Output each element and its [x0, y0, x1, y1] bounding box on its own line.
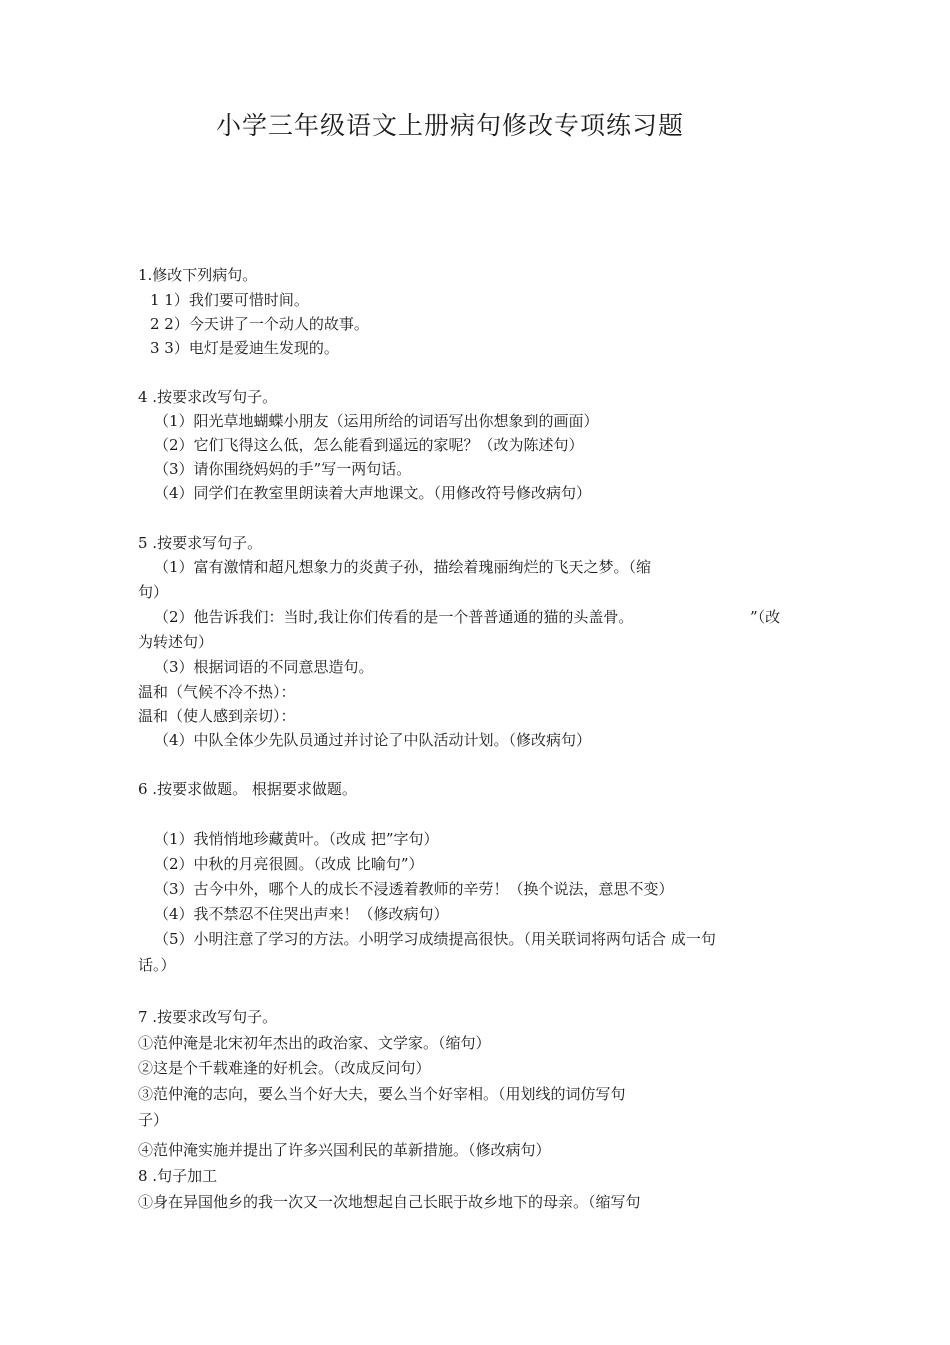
text-line: （1）我悄悄地珍藏黄叶。（改成 把”字句） [154, 830, 439, 848]
text-line: 子） [138, 1111, 169, 1129]
page-title: 小学三年级语文上册病句修改专项练习题 [215, 111, 684, 140]
text-line: 句） [138, 583, 169, 601]
text-line: 2 2）今天讲了一个动人的故事。 [150, 315, 369, 333]
text-line: （3）根据词语的不同意思造句。 [154, 658, 374, 676]
text-line: （2）他告诉我们：当时,我让你们传看的是一个普普通通的猫的头盖骨。 [154, 608, 634, 626]
text-line: （4）我不禁忍不住哭出声来！（修改病句） [154, 905, 449, 923]
text-line: （4）中队全体少先队员通过并讨论了中队活动计划。（修改病句） [154, 731, 592, 749]
text-line: （1）阳光草地蝴蝶小朋友（运用所给的词语写出你想象到的画面） [154, 412, 599, 430]
text-line: （2）它们飞得这么低，怎么能看到遥远的家呢？（改为陈述句） [154, 436, 584, 454]
text-line: 8 .句子加工 [138, 1167, 218, 1185]
text-line: （5）小明注意了学习的方法。小明学习成绩提高很快。（用关联词将两句话合 成一句 [154, 930, 716, 948]
text-line: 7 .按要求改写句子。 [138, 1008, 278, 1026]
text-line: （4）同学们在教室里朗读着大声地课文。（用修改符号修改病句） [154, 484, 592, 502]
text-line: ④范仲淹实施并提出了许多兴国利民的革新措施。（修改病句） [138, 1141, 551, 1159]
text-line: （3）请你围绕妈妈的手”写一两句话。 [154, 460, 412, 478]
text-line: 3 3）电灯是爱迪生发现的。 [150, 339, 339, 357]
text-line: 话。） [138, 956, 176, 974]
text-line: 1.修改下列病句。 [138, 266, 258, 284]
text-line: 5 .按要求写句子。 [138, 534, 263, 552]
text-line: ①身在异国他乡的我一次又一次地想起自己长眠于故乡地下的母亲。（缩写句 [138, 1193, 641, 1211]
text-line: 温和（气候不冷不热）： [138, 683, 296, 701]
text-line: （1）富有激情和超凡想象力的炎黄子孙，描绘着瑰丽绚烂的飞天之梦。（缩 [154, 558, 652, 576]
text-line: ①范仲淹是北宋初年杰出的政治家、文学家。（缩句） [138, 1034, 491, 1052]
text-line: ③范仲淹的志向，要么当个好大夫，要么当个好宰相。（用划线的词仿写句 [138, 1085, 626, 1103]
text-line: 为转述句） [138, 633, 214, 651]
text-line: ”（改 [750, 608, 781, 626]
text-line: （2）中秋的月亮很圆。（改成 比喻句”） [154, 855, 424, 873]
text-line: 温和（使人感到亲切）： [138, 707, 296, 725]
text-line: （3）古今中外，哪个人的成长不浸透着教师的辛劳！（换个说法，意思不变） [154, 880, 674, 898]
text-line: 4 .按要求改写句子。 [138, 388, 278, 406]
text-line: 6 .按要求做题。 根据要求做题。 [138, 780, 357, 798]
text-line: ②这是个千载难逢的好机会。（改成反问句） [138, 1059, 431, 1077]
text-line: 1 1）我们要可惜时间。 [150, 291, 309, 309]
